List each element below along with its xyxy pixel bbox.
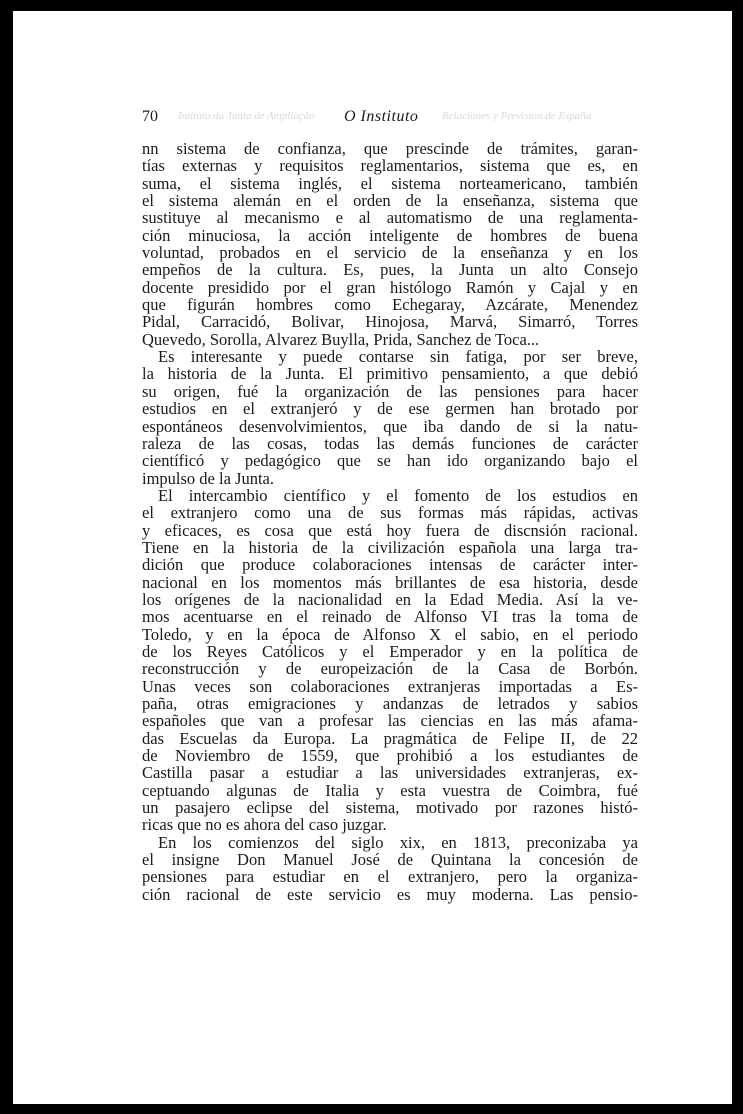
text-line: su origen, fué la organización de las pensiones para hacer <box>142 381 638 401</box>
text-line: tías externas y requisitos reglamentarios, sistema que es, en <box>142 156 638 176</box>
text-line: ricas que no es ahora del caso juzgar. <box>142 815 387 835</box>
text-line: impulso de la Junta. <box>142 468 274 488</box>
text-line: españoles que van a profesar las ciencias en las más afama- <box>142 711 638 731</box>
text-line: nacional en los momentos más brillantes de esa historia, desde <box>142 572 638 592</box>
text-line: que figurán hombres como Echegaray, Azcárate, Menendez <box>142 295 638 315</box>
text-line: pensiones para estudiar en el extranjero, pero la organiza- <box>142 867 638 887</box>
running-title: O Instituto <box>344 108 419 125</box>
text-line: ceptuando algunas de Italia y esta vuestra de Coimbra, fué <box>142 780 638 800</box>
text-line: de los Reyes Católicos y el Emperador y en la política de <box>142 641 638 661</box>
text-line: el insigne Don Manuel José de Quintana la concesión de <box>142 850 638 870</box>
text-line: sustituye al mecanismo e al automatismo de una reglamenta- <box>142 208 638 228</box>
text-line: En los comienzos del siglo xix, en 1813, preconizaba ya <box>158 832 638 852</box>
body-text <box>142 140 638 903</box>
show-through-text-left: Intituto da Junta de Ampliação <box>178 110 315 122</box>
text-line: mos acentuarse en el reinado de Alfonso VI tras la toma de <box>142 607 638 627</box>
text-line: espontáneos desenvolvimientos, que iba dando de si la natu- <box>142 416 638 436</box>
text-line: suma, el sistema inglés, el sistema norteamericano, también <box>142 173 638 193</box>
text-line: un pasajero eclipse del sistema, motivado por razones histó- <box>142 798 638 818</box>
text-line: paña, otras emigraciones y andanzas de letrados y sabios <box>142 694 638 713</box>
paragraph <box>142 140 638 348</box>
text-line: Unas veces son colaboraciones extranjeras importadas a Es- <box>142 676 638 696</box>
text-line: voluntad, probados en el servicio de la enseñanza y en los <box>142 243 638 263</box>
text-line: los orígenes de la nacionalidad en la Edad Media. Así la ve- <box>142 589 638 609</box>
text-line: Tiene en la historia de la civilización española una larga tra- <box>142 537 638 557</box>
scan-border-top <box>0 0 743 11</box>
text-line: ción racional de este servicio es muy moderna. Las pensio- <box>142 884 638 904</box>
paragraph <box>142 348 638 487</box>
scan-border-left <box>0 0 13 1114</box>
running-head <box>142 104 638 130</box>
text-line: y eficaces, es cosa que está hoy fuera de discnsión racional. <box>142 520 638 540</box>
text-line: empeños de la cultura. Es, pues, la Junta un alto Consejo <box>142 260 638 280</box>
page-number: 70 <box>142 108 158 125</box>
text-line: Toledo, y en la época de Alfonso X el sabio, en el periodo <box>142 624 638 644</box>
scan-border-right <box>732 0 743 1114</box>
paragraph <box>142 834 638 903</box>
text-line: ción minuciosa, la acción inteligente de hombres de buena <box>142 225 638 245</box>
text-line: Es interesante y puede contarse sin fatiga, por ser breve, <box>158 347 638 367</box>
text-line: Pidal, Carracidó, Bolivar, Hinojosa, Marvá, Simarró, Torres <box>142 312 638 332</box>
text-line: Quevedo, Sorolla, Alvarez Buylla, Prida, Sanchez de Toca... <box>142 329 540 349</box>
text-line: El intercambio científico y el fomento de los estudios en <box>158 485 638 505</box>
text-line: das Escuelas da Europa. La pragmática de Felipe II, de 22 <box>142 728 638 748</box>
text-line: la historia de la Junta. El primitivo pensamiento, a que debió <box>142 364 638 384</box>
book-page <box>142 104 638 903</box>
text-line: dición que produce colaboraciones intensas de carácter inter- <box>142 555 638 575</box>
scan-border-bottom <box>0 1104 743 1114</box>
show-through-text-right: Relaciones y Prevision de España <box>442 110 592 122</box>
text-line: Castilla pasar a estudiar a las universidades extranjeras, ex- <box>142 763 638 783</box>
text-line: de Noviembro de 1559, que prohibió a los estudiantes de <box>142 746 638 766</box>
text-line: docente presidido por el gran histólogo Ramón y Cajal y en <box>142 277 638 297</box>
text-line: científicó y pedagógico que se han ido organizando bajo el <box>142 451 638 471</box>
text-line: reconstrucción y de europeización de la Casa de Borbón. <box>142 659 638 679</box>
text-line: estudios en el extranjeró y de ese germen han brotado por <box>142 399 638 419</box>
text-line: el sistema alemán en el orden de la enseñanza, sistema que <box>142 191 638 211</box>
text-line: nn sistema de confianza, que prescinde de trámites, garan- <box>142 139 638 158</box>
paragraph <box>142 487 638 834</box>
text-line: raleza de las cosas, todas las demás funciones de carácter <box>142 433 638 453</box>
text-line: el extranjero como una de sus formas más rápidas, activas <box>142 503 638 523</box>
